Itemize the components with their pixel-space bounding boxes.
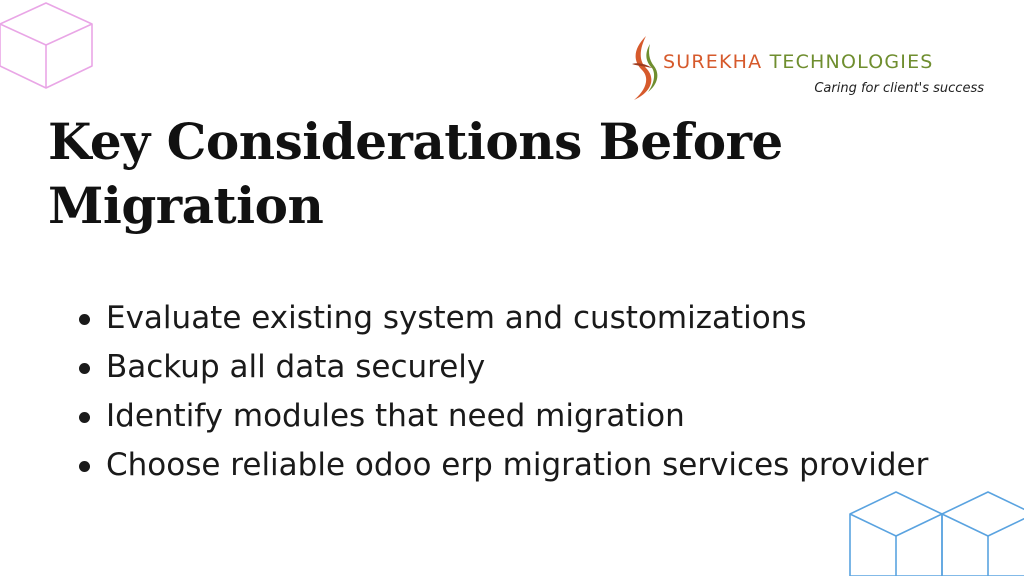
brand-name	[663, 50, 934, 74]
flame-swirl-logo-icon	[626, 34, 660, 104]
bullet-list	[76, 294, 928, 490]
bullet-dot-icon	[79, 412, 90, 423]
brand-tagline: Caring for client's success	[814, 81, 984, 96]
bullet-text: Backup all data securely	[106, 349, 486, 385]
brand-name-part1: SUREKHA	[663, 51, 763, 73]
bullet-text: Identify modules that need migration	[106, 398, 685, 434]
bullet-text: Choose reliable odoo erp migration services provider	[106, 447, 929, 483]
bullet-dot-icon	[79, 461, 90, 472]
bullet-dot-icon	[79, 363, 90, 374]
double-cube-outline-icon	[846, 488, 1024, 576]
cube-outline-icon	[0, 0, 100, 92]
slide-title: Key Considerations Before Migration	[48, 112, 783, 235]
bullet-item	[76, 392, 928, 441]
bullet-item	[76, 343, 928, 392]
bullet-text: Evaluate existing system and customizations	[106, 300, 807, 336]
bullet-item	[76, 441, 928, 490]
brand-name-part2: TECHNOLOGIES	[769, 51, 934, 73]
bullet-item	[76, 294, 928, 343]
bullet-dot-icon	[79, 314, 90, 325]
brand-logo	[626, 34, 996, 106]
